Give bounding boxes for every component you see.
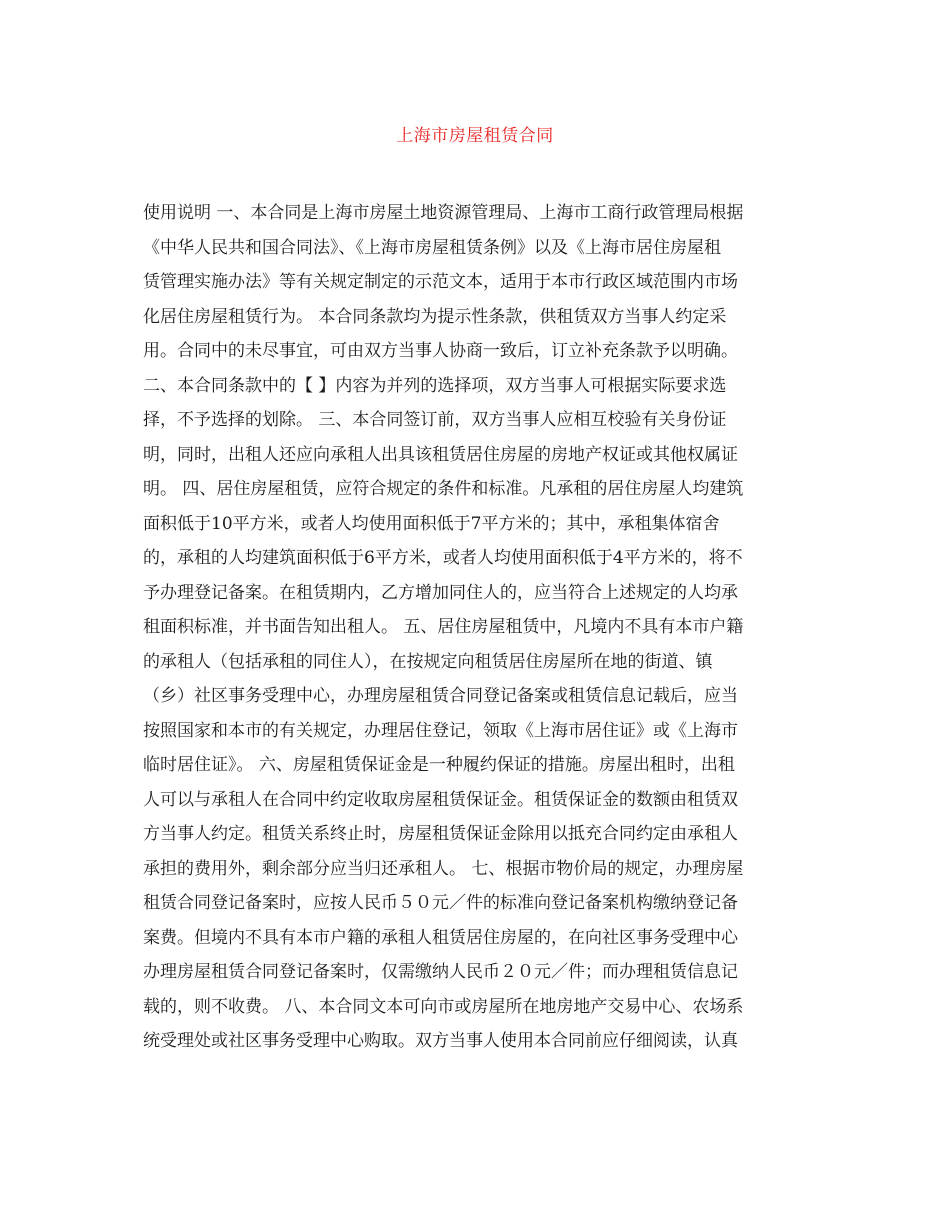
body-line: 租面积标准，并书面告知出租人。 五、居住房屋租赁中，凡境内不具有本市户籍 [143, 617, 744, 637]
body-line: 案费。但境内不具有本市户籍的承租人租赁居住房屋的，在向社区事务受理中心 [143, 927, 738, 948]
document-title: 上海市房屋租赁合同 [396, 126, 554, 146]
body-line: 的承租人（包括承租的同住人），在按规定向租赁居住房屋所在地的街道、镇 [143, 651, 713, 672]
body-line: 化居住房屋租赁行为。 本合同条款均为提示性条款，供租赁双方当事人约定采 [143, 306, 727, 327]
body-line: 《中华人民共和国合同法》、《上海市房屋租赁条例》以及《上海市居住房屋租 [143, 237, 721, 258]
body-line: 面积低于10平方米，或者人均使用面积低于7平方米的；其中，承租集体宿舍 [143, 513, 720, 534]
body-line: 使用说明 一、本合同是上海市房屋土地资源管理局、上海市工商行政管理局根据 [143, 203, 744, 223]
body-line: 赁管理实施办法》等有关规定制定的示范文本，适用于本市行政区域范围内市场 [143, 272, 738, 292]
body-line: 办理房屋租赁合同登记备案时，仅需缴纳人民币２０元／件；而办理租赁信息记 [143, 962, 738, 982]
document-body [143, 196, 807, 1059]
body-line: 承担的费用外，剩余部分应当归还承租人。 七、根据市物价局的规定，办理房屋 [143, 858, 744, 879]
body-line: （乡）社区事务受理中心，办理房屋租赁合同登记备案或租赁信息记载后，应当 [143, 686, 738, 706]
body-line: 统受理处或社区事务受理中心购取。双方当事人使用本合同前应仔细阅读，认真 [143, 1031, 738, 1051]
body-line: 方当事人约定。租赁关系终止时，房屋租赁保证金除用以抵充合同约定由承租人 [143, 824, 738, 844]
body-line: 人可以与承租人在合同中约定收取房屋租赁保证金。租赁保证金的数额由租赁双 [143, 789, 738, 810]
body-line: 的，承租的人均建筑面积低于6平方米，或者人均使用面积低于4平方米的，将不 [143, 548, 743, 568]
body-line: 按照国家和本市的有关规定，办理居住登记，领取《上海市居住证》或《上海市 [143, 720, 738, 741]
body-line: 临时居住证》。 六、房屋租赁保证金是一种履约保证的措施。房屋出租时，出租 [143, 755, 735, 775]
body-line: 明。 四、居住房屋租赁，应符合规定的条件和标准。凡承租的居住房屋人均建筑 [143, 479, 744, 499]
body-line: 予办理登记备案。在租赁期内，乙方增加同住人的，应当符合上述规定的人均承 [143, 582, 738, 603]
body-line: 二、本合同条款中的【 】内容为并列的选择项，双方当事人可根据实际要求选 [143, 375, 727, 396]
body-line: 择，不予选择的划除。 三、本合同签订前，双方当事人应相互校验有关身份证 [143, 410, 727, 430]
body-line: 租赁合同登记备案时，应按人民币５０元／件的标准向登记备案机构缴纳登记备 [143, 893, 738, 913]
body-line: 明，同时，出租人还应向承租人出具该租赁居住房屋的房地产权证或其他权属证 [143, 444, 738, 465]
body-line: 载的，则不收费。 八、本合同文本可向市或房屋所在地房地产交易中心、农场系 [143, 996, 744, 1017]
body-line: 用。合同中的未尽事宜，可由双方当事人协商一致后，订立补充条款予以明确。 [143, 341, 738, 361]
